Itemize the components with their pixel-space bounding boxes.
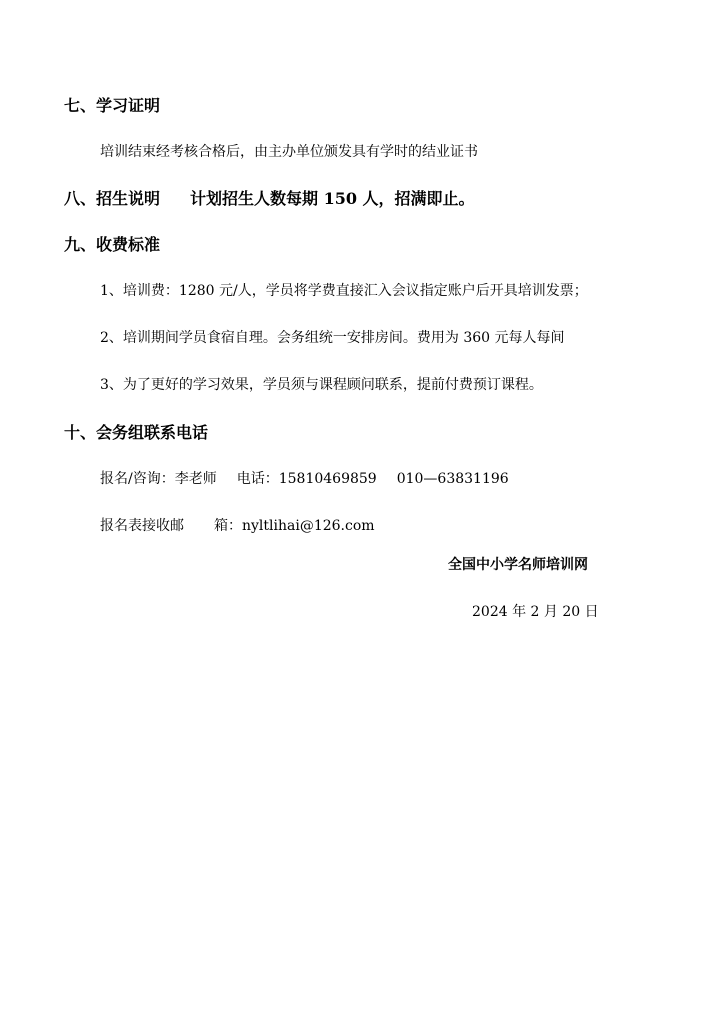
section-10-heading: 十、会务组联系电话: [64, 423, 209, 442]
fee-item-2: 2、培训期间学员食宿自理。会务组统一安排房间。费用为 360 元每人每间: [100, 330, 565, 346]
signature-date: 2024 年 2 月 20 日: [472, 604, 599, 620]
phone-number-1: 15810469859: [278, 471, 377, 487]
section-8-heading: 八、招生说明: [64, 189, 161, 208]
section-8-line: [64, 191, 475, 207]
contact-line: [100, 472, 509, 486]
fee-item-3: 3、为了更好的学习效果，学员须与课程顾问联系，提前付费预订课程。: [100, 377, 543, 393]
section-9-heading: 九、收费标准: [64, 235, 161, 254]
email-label-a: 报名表接收邮: [100, 518, 184, 534]
section-8-text: 计划招生人数每期 150 人，招满即止。: [190, 189, 475, 208]
email-label-b: 箱：: [214, 518, 242, 534]
email-line: [100, 519, 375, 533]
phone-number-2: 010—63831196: [396, 471, 509, 487]
contact-label: 报名/咨询：李老师: [100, 471, 217, 487]
phone-label: 电话：: [236, 471, 279, 487]
section-7-text: 培训结束经考核合格后，由主办单位颁发具有学时的结业证书: [100, 144, 478, 160]
fee-item-1: 1、培训费：1280 元/人，学员将学费直接汇入会议指定账户后开具培训发票；: [100, 283, 588, 299]
email-address: nyltlihai@126.com: [242, 518, 375, 534]
signature-org: 全国中小学名师培训网: [448, 557, 588, 573]
section-7-heading: 七、学习证明: [64, 96, 161, 115]
